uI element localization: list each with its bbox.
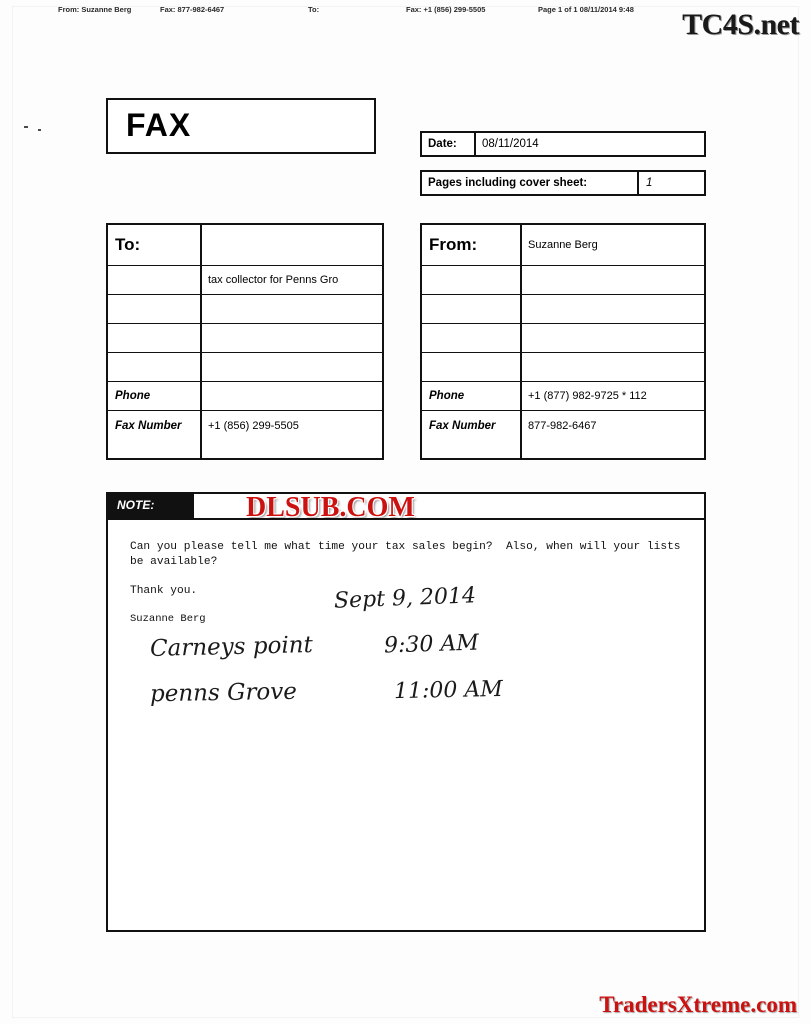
table-row <box>422 411 704 440</box>
to-fax-value: +1 (856) 299-5505 <box>208 419 299 432</box>
from-phone-value: +1 (877) 982-9725 * 112 <box>528 390 647 402</box>
table-row <box>108 225 382 266</box>
date-value: 08/11/2014 <box>482 138 539 150</box>
table-row <box>422 353 704 382</box>
table-row <box>108 382 382 411</box>
table-row <box>422 324 704 353</box>
date-divider <box>474 133 476 155</box>
header-from-fax: Fax: 877-982-6467 <box>160 5 225 14</box>
from-fax-label: Fax Number <box>429 419 496 432</box>
to-fax-label: Fax Number <box>115 419 182 432</box>
table-row <box>422 295 704 324</box>
page-title: FAX <box>126 107 192 143</box>
to-header-label: To: <box>115 235 141 254</box>
table-row <box>108 295 382 324</box>
table-row <box>108 411 382 440</box>
note-label: NOTE: <box>117 498 155 512</box>
handwritten-place-one: Carneys point <box>149 632 314 662</box>
handwritten-place-two: penns Grove <box>149 678 298 708</box>
note-body-text: Can you please tell me what time your tax sales begin? Also, when will your lists be available? <box>130 541 688 568</box>
to-phone-label: Phone <box>115 390 151 402</box>
scan-speck <box>38 129 41 131</box>
table-row <box>422 266 704 295</box>
table-row <box>108 324 382 353</box>
table-row <box>108 353 382 382</box>
header-to: To: <box>308 5 320 14</box>
watermark-center: DLSUB.COM <box>246 492 415 523</box>
table-row <box>422 382 704 411</box>
watermark-top-right: TC4S.net <box>682 8 799 41</box>
handwritten-time-one: 9:30 AM <box>383 630 480 659</box>
fax-transmission-header <box>58 5 718 17</box>
from-sender-name: Suzanne Berg <box>528 239 598 251</box>
to-recipient-name: tax collector for Penns Gro <box>208 274 339 286</box>
from-table <box>420 223 706 460</box>
from-header-label: From: <box>429 235 478 254</box>
header-page-info: Page 1 of 1 08/11/2014 9:48 <box>538 5 634 14</box>
note-box <box>106 492 706 932</box>
handwritten-date: Sept 9, 2014 <box>333 583 477 614</box>
header-to-fax: Fax: +1 (856) 299-5505 <box>406 5 486 14</box>
date-label: Date: <box>428 138 457 150</box>
to-table <box>106 223 384 460</box>
pages-box <box>420 170 706 196</box>
watermark-bottom-right: TradersXtreme.com <box>599 992 797 1017</box>
table-row <box>422 225 704 266</box>
pages-value: 1 <box>646 177 653 189</box>
fax-title-box <box>106 98 376 154</box>
pages-divider <box>637 172 639 194</box>
note-closing: Thank you. <box>130 585 198 597</box>
from-phone-label: Phone <box>429 390 465 402</box>
from-fax-value: 877-982-6467 <box>528 419 597 432</box>
scan-speck <box>24 126 28 128</box>
date-box <box>420 131 706 157</box>
note-signer: Suzanne Berg <box>130 613 206 625</box>
pages-label: Pages including cover sheet: <box>428 177 588 189</box>
table-row <box>108 266 382 295</box>
handwritten-time-two: 11:00 AM <box>393 676 504 705</box>
header-from: From: Suzanne Berg <box>58 5 132 14</box>
note-tab <box>108 494 194 518</box>
